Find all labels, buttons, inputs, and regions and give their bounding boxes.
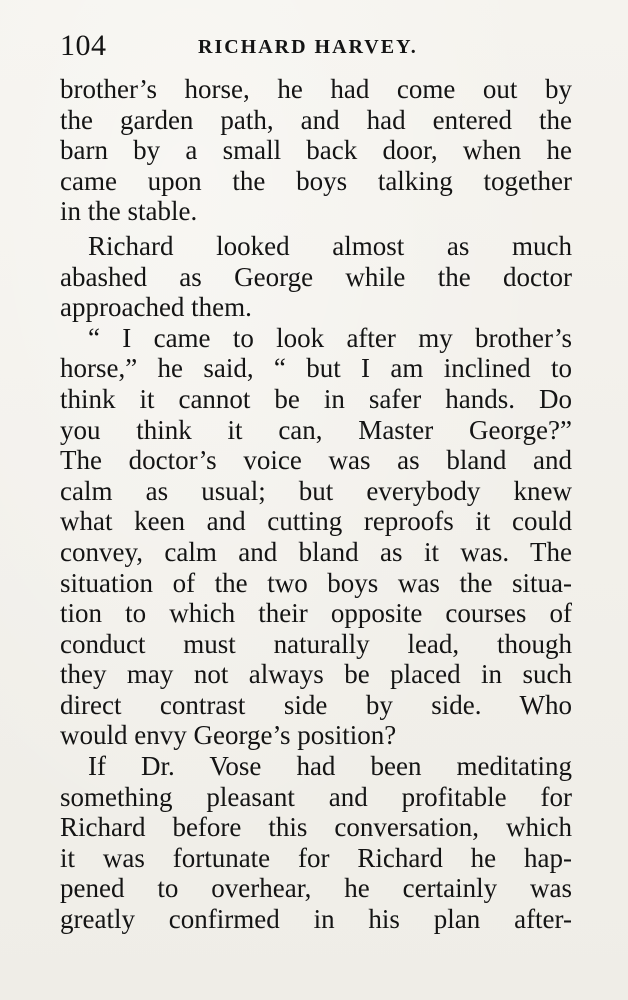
text-line: convey, calm and bland as it was. The [60, 536, 572, 567]
text-line: The doctor’s voice was as bland and [60, 445, 572, 476]
paragraph [60, 323, 572, 751]
text-line: If Dr. Vose had been meditating [88, 751, 572, 782]
text-line: it was fortunate for Richard he hap- [60, 842, 572, 873]
text-line: approached them. [60, 292, 252, 323]
text-line: horse,” he said, “ but I am inclined to [60, 353, 572, 384]
text-line: you think it can, Master George?” [60, 414, 572, 445]
text-line: came upon the boys talking together [60, 165, 572, 196]
text-line: “ I came to look after my brother’s [88, 322, 572, 353]
text-line: tion to which their opposite courses of [60, 598, 572, 629]
text-line: what keen and cutting reproofs it could [60, 506, 572, 537]
text-line: they may not always be placed in such [60, 659, 572, 690]
paragraph [60, 751, 572, 935]
paragraph [60, 74, 572, 227]
text-line: something pleasant and profitable for [60, 781, 572, 812]
page-header [60, 28, 572, 64]
text-line: abashed as George while the doctor [60, 261, 572, 292]
text-line: pened to overhear, he certainly was [60, 873, 572, 904]
text-line: situation of the two boys was the situa- [60, 567, 572, 598]
text-line: barn by a small back door, when he [60, 135, 572, 166]
paragraph [60, 231, 572, 323]
text-line: Richard before this conversation, which [60, 812, 572, 843]
text-line: the garden path, and had entered the [60, 104, 572, 135]
text-line: think it cannot be in safer hands. Do [60, 383, 572, 414]
text-line: conduct must naturally lead, though [60, 628, 572, 659]
text-line: would envy George’s position? [60, 720, 397, 751]
text-line: calm as usual; but everybody knew [60, 475, 572, 506]
text-line: greatly confirmed in his plan after- [60, 904, 572, 935]
text-line: brother’s horse, he had come out by [60, 74, 572, 104]
text-line: in the stable. [60, 196, 198, 227]
text-line: direct contrast side by side. Who [60, 689, 572, 720]
running-title: RICHARD HARVEY. [198, 36, 418, 58]
text-line: Richard looked almost as much [88, 230, 572, 261]
page-number: 104 [60, 29, 107, 62]
body-text [60, 74, 572, 935]
